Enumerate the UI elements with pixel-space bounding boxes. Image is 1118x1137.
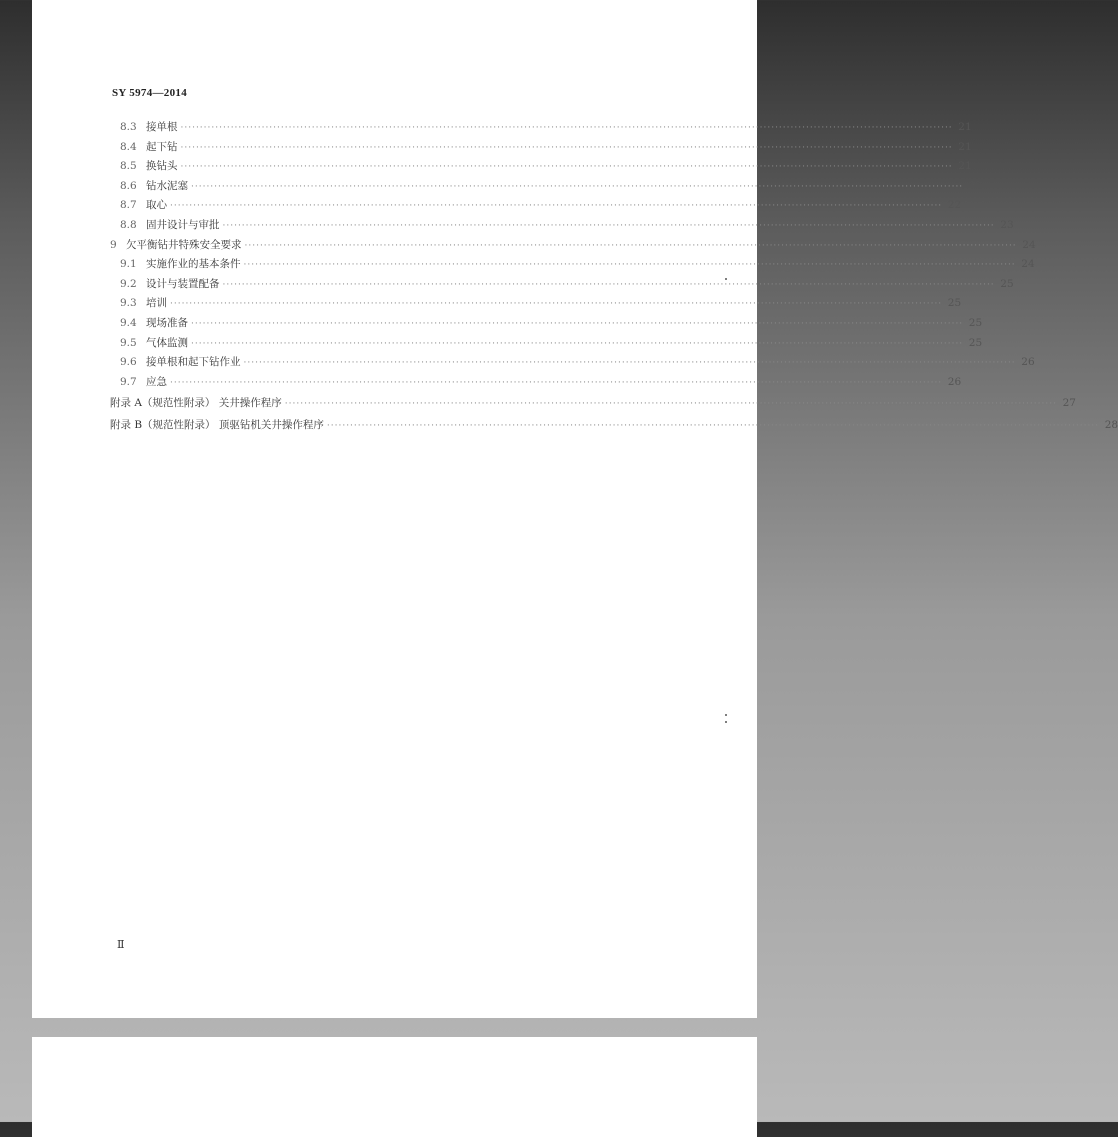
toc-entry-title: 固井设计与审批 bbox=[146, 218, 220, 231]
toc-leader-dots: ········································································································································································································ bbox=[222, 279, 995, 290]
scan-speck bbox=[725, 721, 727, 723]
toc-leader-dots: ········································································································································································································ bbox=[191, 318, 964, 329]
toc-entry bbox=[110, 374, 962, 394]
toc-entry bbox=[110, 139, 972, 159]
toc-entry bbox=[110, 237, 1036, 257]
toc-leader-dots: ········································································································································································································ bbox=[244, 240, 1017, 251]
toc-entry bbox=[110, 197, 962, 217]
toc-entry-number: 9.4 bbox=[120, 316, 137, 329]
toc-entry-page: 21 bbox=[958, 121, 972, 133]
toc-entry-title: 现场准备 bbox=[146, 316, 188, 329]
toc-entry-number: 9.7 bbox=[120, 375, 137, 388]
toc-entry-page: 22 bbox=[968, 179, 983, 192]
toc-entry-title: 培训 bbox=[146, 297, 167, 310]
toc-leader-dots: ········································································································································································································ bbox=[180, 123, 953, 133]
toc-leader-dots: ········································································································································································································ bbox=[180, 142, 953, 153]
toc-entry-number: 9.2 bbox=[120, 277, 137, 290]
toc-entry bbox=[110, 256, 1035, 276]
toc-entry-page: 27 bbox=[1062, 397, 1076, 410]
toc-entry bbox=[110, 315, 983, 335]
toc-entry-number: 8.3 bbox=[120, 121, 137, 133]
next-document-page bbox=[32, 1037, 757, 1137]
toc-entry-title: 钻水泥塞 bbox=[146, 179, 188, 192]
toc-entry-number: 9.1 bbox=[120, 258, 137, 271]
toc-entry-page: 26 bbox=[947, 375, 962, 388]
toc-entry-title: 应急 bbox=[146, 375, 167, 388]
toc-leader-dots: ········································································································································································································ bbox=[170, 201, 943, 212]
document-code: SY 5974—2014 bbox=[112, 87, 188, 99]
toc-entry bbox=[110, 119, 972, 139]
toc-entry-title: 设计与装置配备 bbox=[146, 277, 220, 290]
toc-entry-title: 取心 bbox=[146, 199, 167, 212]
toc-entry-page: 24 bbox=[1022, 238, 1036, 251]
toc-entry bbox=[110, 335, 983, 355]
toc-entry-number: 9.6 bbox=[120, 356, 137, 369]
toc-entry-page: 25 bbox=[947, 297, 962, 310]
toc-entry-number: 8.5 bbox=[120, 160, 137, 173]
toc-entry-title: 实施作业的基本条件 bbox=[146, 258, 241, 271]
toc-entry-page: 26 bbox=[1021, 356, 1035, 369]
toc-leader-dots: ········································································································································································································ bbox=[284, 399, 1057, 410]
toc-entry-page: 25 bbox=[968, 316, 983, 329]
toc-entry bbox=[110, 178, 983, 198]
toc-entry bbox=[110, 295, 962, 315]
toc-leader-dots: ········································································································································································································ bbox=[191, 338, 964, 349]
document-page bbox=[32, 0, 1118, 1018]
toc-entry-title: 气体监测 bbox=[146, 336, 188, 349]
toc-entry-page: 21 bbox=[958, 160, 972, 173]
toc-entry-page: 24 bbox=[1021, 258, 1035, 271]
toc-entry-title: 欠平衡钻井特殊安全要求 bbox=[126, 238, 242, 251]
scan-speck bbox=[725, 714, 727, 716]
table-of-contents bbox=[110, 119, 1118, 437]
toc-leader-dots: ········································································································································································································ bbox=[243, 260, 1016, 271]
toc-entry bbox=[110, 217, 1014, 237]
scan-speck bbox=[725, 278, 727, 280]
toc-leader-dots: ········································································································································································································ bbox=[180, 162, 953, 173]
toc-entry bbox=[110, 417, 1118, 437]
toc-entry-number: 8.4 bbox=[120, 140, 137, 153]
toc-entry-title: 接单根和起下钻作业 bbox=[146, 356, 241, 369]
toc-leader-dots: ········································································································································································································ bbox=[222, 220, 995, 231]
toc-entry-page: 25 bbox=[1000, 277, 1014, 290]
toc-entry-title: 换钻头 bbox=[146, 160, 178, 173]
toc-entry bbox=[110, 395, 1076, 415]
toc-entry-number: 9.5 bbox=[120, 336, 137, 349]
toc-entry-number: 9 bbox=[110, 238, 117, 251]
toc-leader-dots: ········································································································································································································ bbox=[326, 420, 1100, 431]
toc-entry-page: 21 bbox=[958, 140, 972, 153]
toc-entry-number: 8.8 bbox=[120, 218, 137, 231]
toc-entry-number: 8.6 bbox=[120, 179, 137, 192]
toc-entry-page: 28 bbox=[1104, 418, 1118, 431]
toc-entry-number: 9.3 bbox=[120, 297, 137, 310]
toc-entry-title: 附录 A（规范性附录） 关井操作程序 bbox=[110, 397, 282, 410]
toc-leader-dots: ········································································································································································································ bbox=[170, 299, 943, 310]
toc-entry bbox=[110, 276, 1014, 296]
toc-leader-dots: ········································································································································································································ bbox=[243, 358, 1016, 369]
toc-entry bbox=[110, 354, 1035, 374]
toc-entry-title: 接单根 bbox=[146, 121, 178, 133]
toc-entry-title: 附录 B（规范性附录） 顶驱钻机关井操作程序 bbox=[110, 418, 324, 431]
toc-entry-page: 25 bbox=[968, 336, 983, 349]
toc-entry-page: 22 bbox=[947, 199, 962, 212]
toc-entry bbox=[110, 158, 972, 178]
toc-entry-number: 8.7 bbox=[120, 199, 137, 212]
page-number: Ⅱ bbox=[117, 938, 125, 951]
toc-leader-dots: ········································································································································································································ bbox=[191, 181, 964, 192]
toc-entry-title: 起下钻 bbox=[146, 140, 178, 153]
toc-entry-page: 23 bbox=[1000, 218, 1014, 231]
toc-leader-dots: ········································································································································································································ bbox=[170, 377, 943, 388]
